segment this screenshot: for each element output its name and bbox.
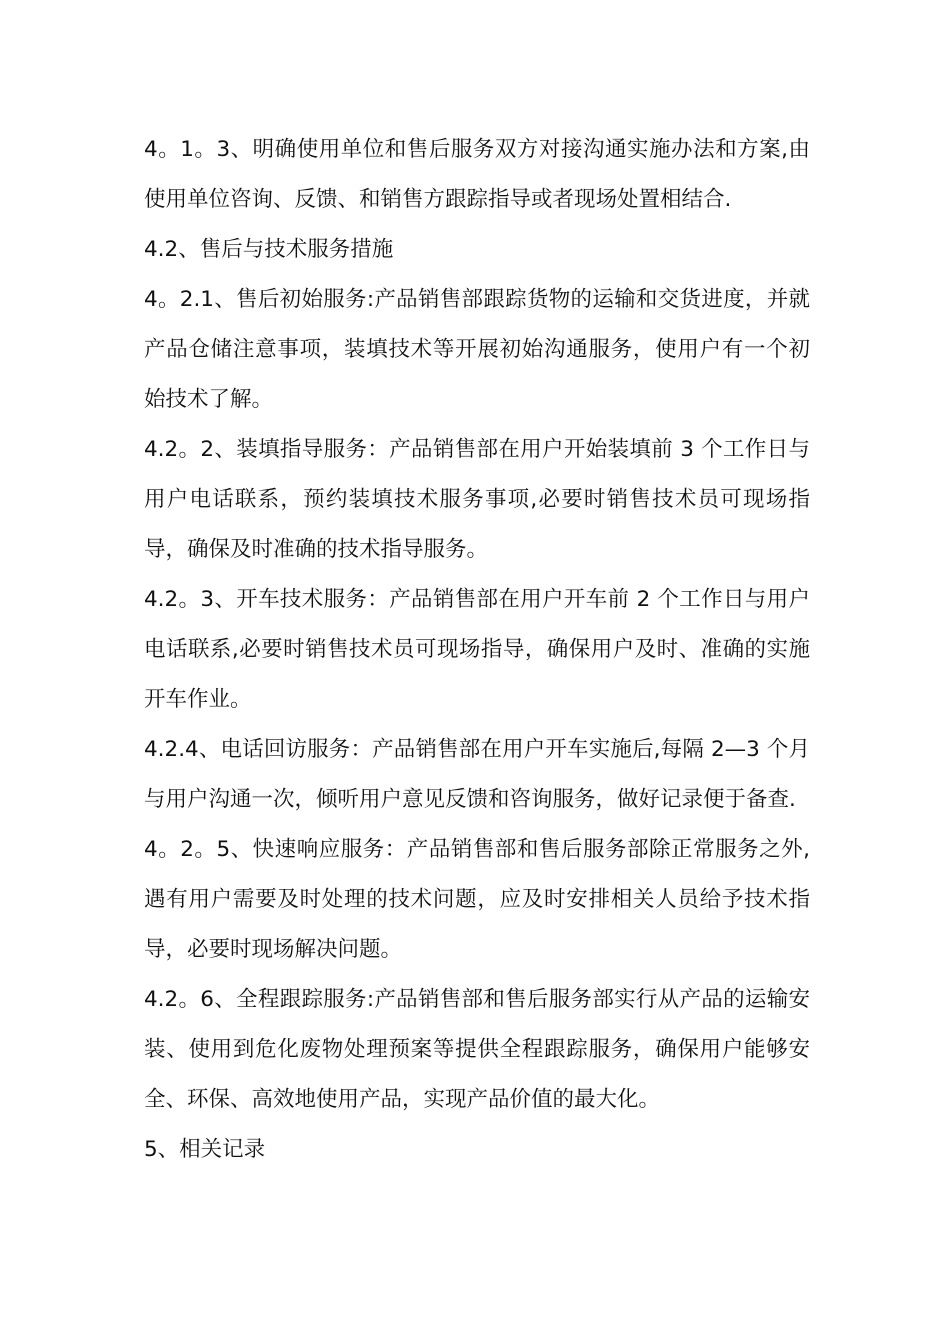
heading-5: 5、相关记录 xyxy=(144,1137,266,1162)
paragraph-4-2-6: 4.2。6、全程跟踪服务:产品销售部和售后服务部实行从产品的运输安装、使用到危化废物处理预案等提供全程跟踪服务，确保用户能够安全、环保、高效地使用产品，实现产品价值的最大化。 xyxy=(144,987,810,1112)
paragraph-4-2-3: 4.2。3、开车技术服务：产品销售部在用户开车前 2 个工作日与用户电话联系,必要时销售技术员可现场指导，确保用户及时、准确的实施开车作业。 xyxy=(144,587,810,712)
paragraph-4-2-5: 4。2。5、快速响应服务：产品销售部和售后服务部除正常服务之外,遇有用户需要及时处理的技术问题，应及时安排相关人员给予技术指导，必要时现场解决问题。 xyxy=(144,837,810,962)
document-page xyxy=(144,125,810,1175)
heading-4-2: 4.2、售后与技术服务措施 xyxy=(144,237,394,262)
paragraph-4-2-1: 4。2.1、售后初始服务:产品销售部跟踪货物的运输和交货进度，并就产品仓储注意事项，装填技术等开展初始沟通服务，使用户有一个初始技术了解。 xyxy=(144,287,810,412)
paragraph-4-2-2: 4.2。2、装填指导服务：产品销售部在用户开始装填前 3 个工作日与用户电话联系，预约装填技术服务事项,必要时销售技术员可现场指导，确保及时准确的技术指导服务。 xyxy=(144,437,810,562)
paragraph-4-2-4: 4.2.4、电话回访服务：产品销售部在用户开车实施后,每隔 2—3 个月与用户沟通一次，倾听用户意见反馈和咨询服务，做好记录便于备查. xyxy=(144,737,810,812)
paragraph-4-1-3: 4。1。3、明确使用单位和售后服务双方对接沟通实施办法和方案,由使用单位咨询、反馈、和销售方跟踪指导或者现场处置相结合. xyxy=(144,137,810,212)
